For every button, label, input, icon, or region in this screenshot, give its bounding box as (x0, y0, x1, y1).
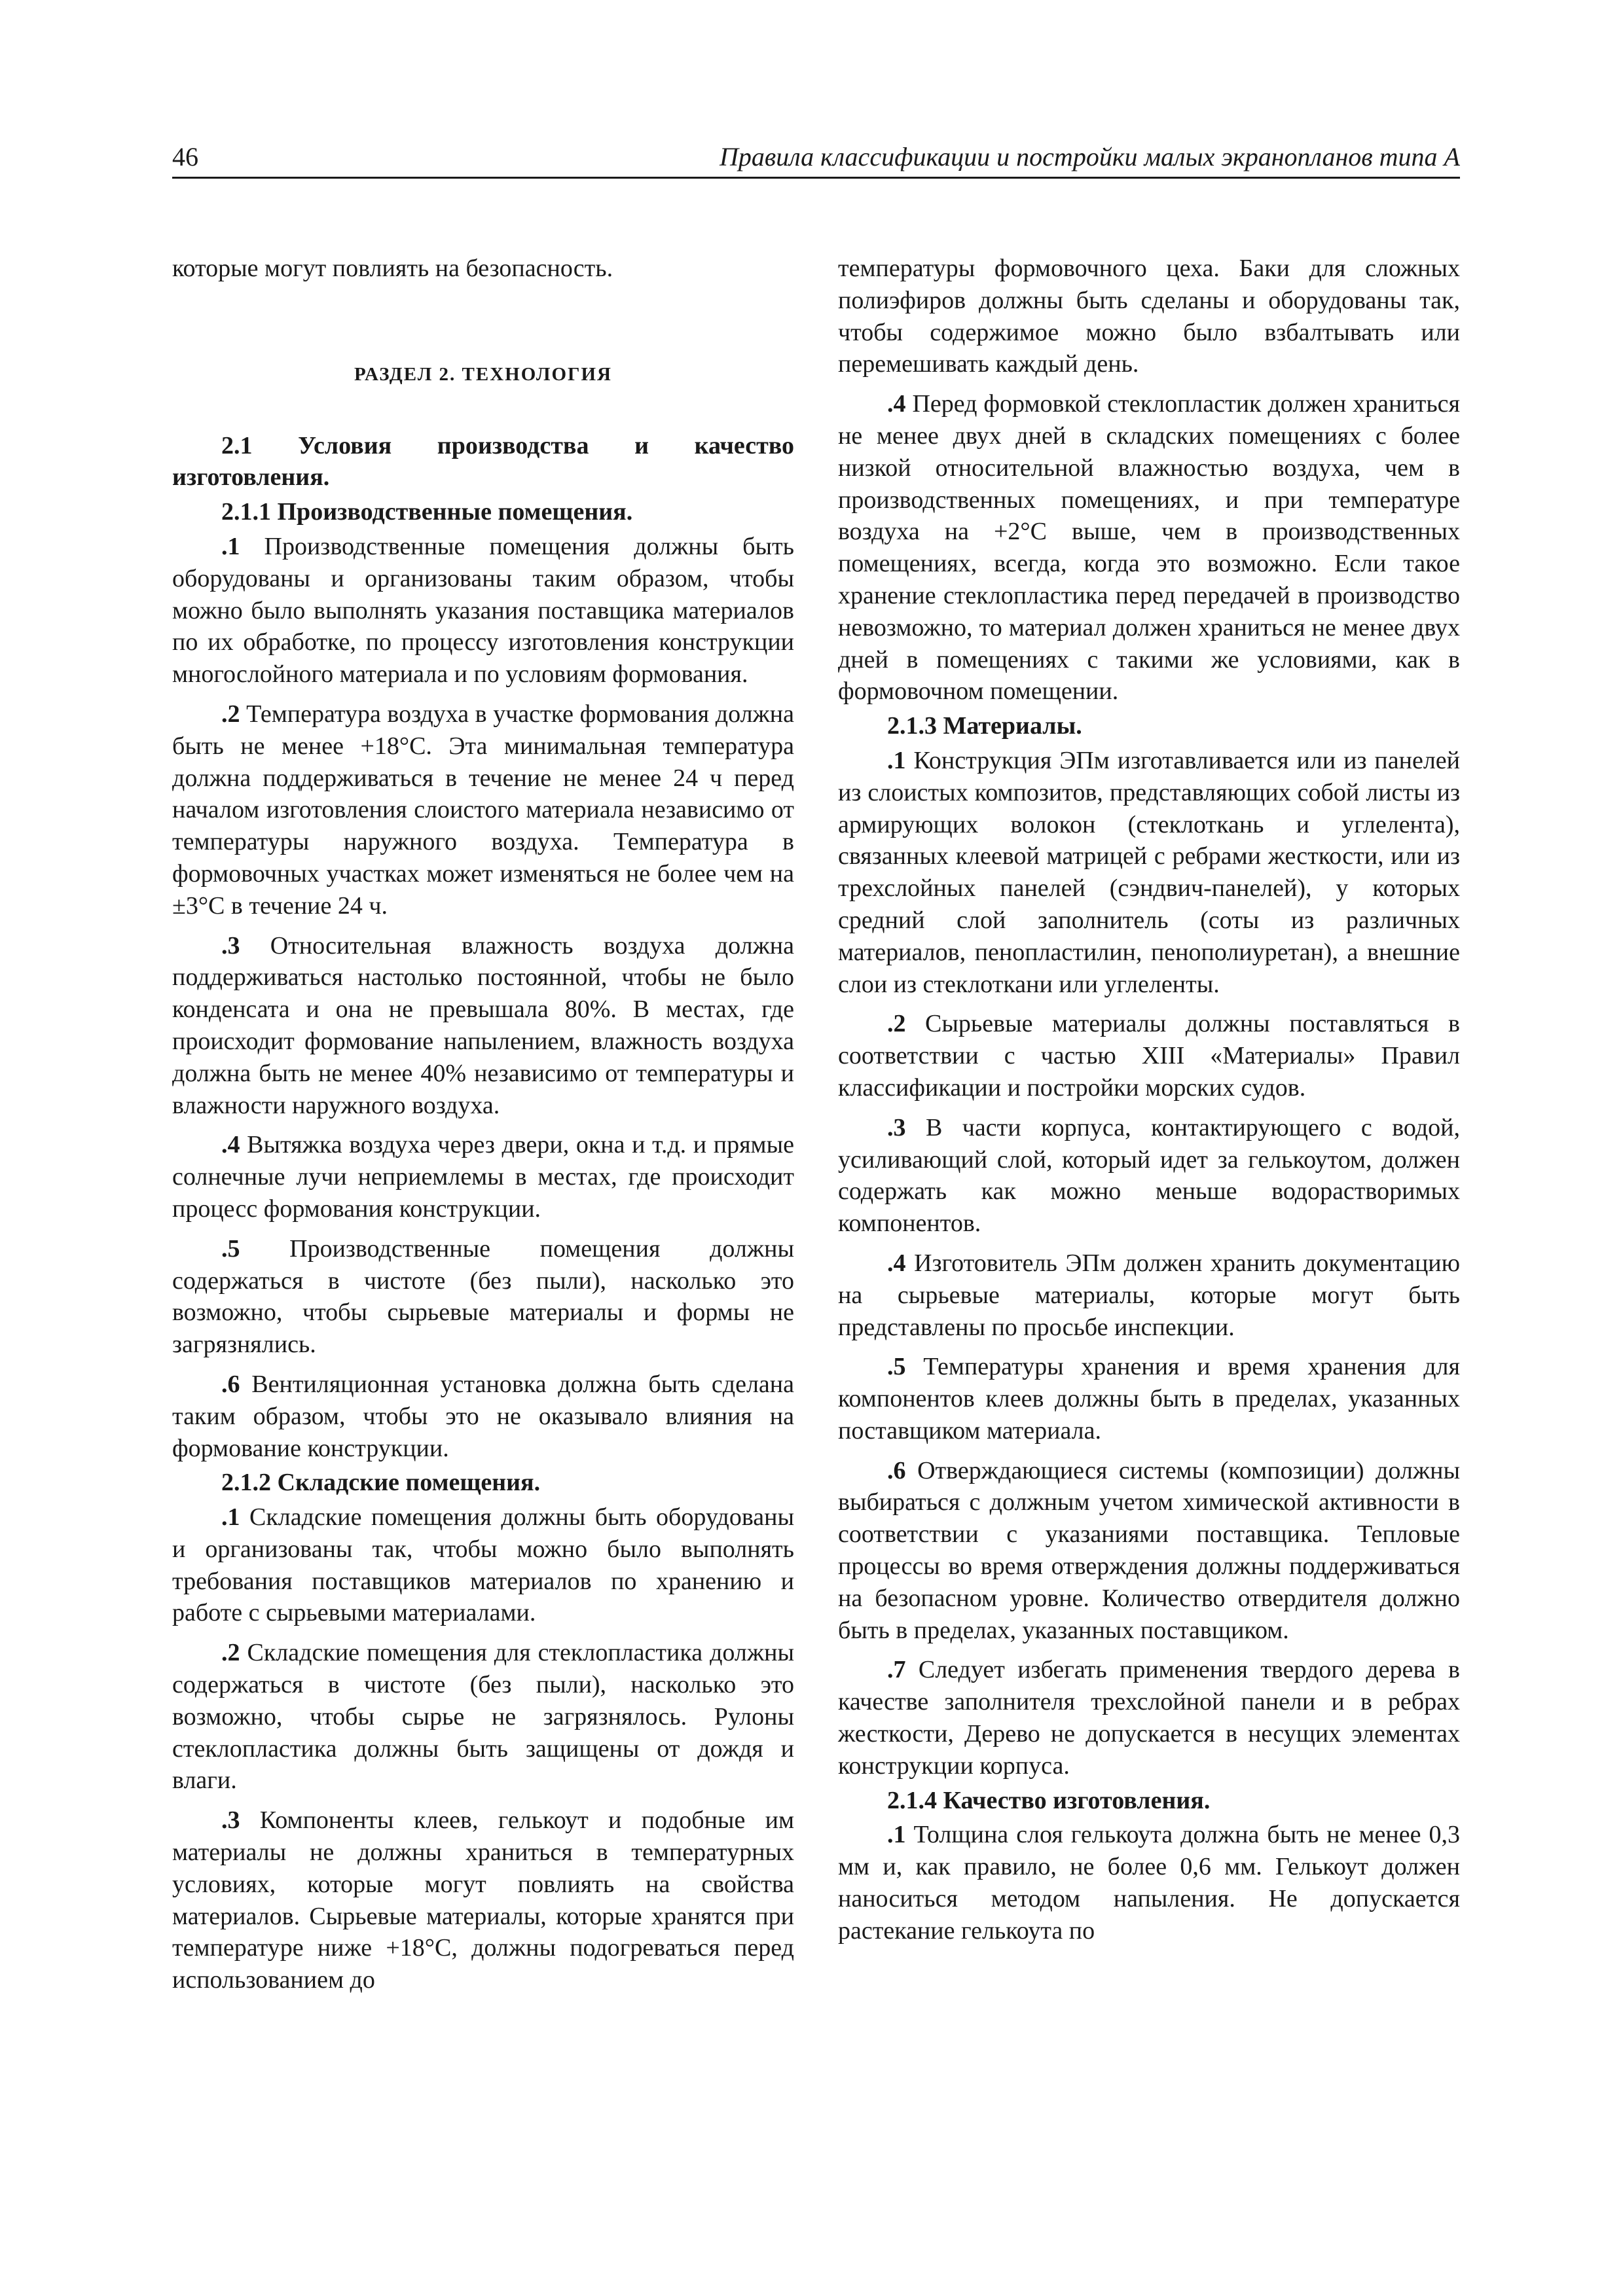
item-number: .7 (887, 1656, 906, 1684)
paragraph-2-1-3-7 (838, 1654, 1460, 1782)
paragraph-text: Изготовитель ЭПм должен хранить документацию на сырьевые материалы, которые могут быть представлены по просьбе инспекции. (838, 1249, 1460, 1341)
paragraph-text: Конструкция ЭПм изготавливается или из панелей из слоистых композитов, представляющих собой листы из армирующих волокон (стеклоткань и углелента), связанных клеевой матрицей с ребрами жесткости, или из трехслойных панелей (сэндвич-панелей), у которых средний слой заполнитель (соты из различных материалов, пенопластилин, пенополиуретан), а внешние слои из стеклоткани или углеленты. (838, 746, 1460, 998)
item-number: .5 (221, 1234, 240, 1263)
paragraph-2-1-3-1 (838, 745, 1460, 1000)
item-number: .3 (221, 931, 240, 960)
paragraph-2-1-3-2 (838, 1008, 1460, 1103)
running-title: Правила классификации и постройки малых экранопланов типа А (719, 142, 1460, 171)
paragraph-text: Толщина слоя гелькоута должна быть не менее 0,3 мм и, как правило, не более 0,6 мм. Гелькоут должен наноситься методом напыления. Не допускается растекание гелькоута по (838, 1821, 1460, 1945)
item-number: .1 (887, 1821, 906, 1849)
paragraph-text: Отверждающиеся системы (композиции) должны выбираться с должным учетом химической активности в соответствии с указаниями поставщика. Тепловые процессы во время отверждения должны поддерживаться на безопасном уровне. Количество отвердителя должно быть в пределах, указанных поставщиком. (838, 1456, 1460, 1644)
paragraph-2-1-1-5 (172, 1233, 794, 1361)
paragraph-2-1-2-1 (172, 1501, 794, 1629)
paragraph-2-1-2-2 (172, 1637, 794, 1797)
paragraph-2-1-3-4 (838, 1247, 1460, 1343)
item-number: .2 (221, 700, 240, 728)
paragraph-2-1-3-5 (838, 1351, 1460, 1446)
item-number: .6 (221, 1370, 240, 1398)
item-number: .6 (887, 1456, 906, 1484)
item-number: .1 (221, 532, 240, 560)
page-header (172, 139, 1460, 179)
paragraph-2-1-4-1 (838, 1819, 1460, 1946)
heading-2-1: 2.1 Условия производства и качество изготовления. (172, 431, 794, 492)
item-number: .4 (887, 390, 906, 418)
item-number: .1 (221, 1503, 240, 1532)
heading-2-1-2: 2.1.2 Складские помещения. (221, 1469, 541, 1497)
paragraph-text: Компоненты клеев, гелькоут и подобные им материалы не должны храниться в температурных условиях, которые могут повлиять на свойства материалов. Сырьевые материалы, которые хранятся при температуре ниже +18°С, должны подогреваться перед использованием до (172, 1806, 794, 1994)
paragraph-2-1-1-1 (172, 531, 794, 691)
item-number: .4 (887, 1249, 906, 1277)
page-number: 46 (172, 142, 198, 171)
item-number: .2 (221, 1639, 240, 1667)
item-number: .2 (887, 1010, 906, 1038)
paragraph-text: Перед формовкой стеклопластик должен храниться не менее двух дней в складских помещениях с более низкой относительной влажностью воздуха, чем в производственных помещениях, и при температуре воздуха на +2°С выше, чем в производственных помещениях, всегда, когда это возможно. Если такое хранение стеклопластика перед передачей в производство невозможно, то материал должен храниться не менее двух дней в помещениях с такими же условиями, как в формовочном помещении. (838, 390, 1460, 706)
paragraph-2-1-1-6 (172, 1369, 794, 1464)
right-column (838, 253, 1460, 1947)
paragraph-text: Температуры хранения и время хранения для компонентов клеев должны быть в пределах, указанных поставщиком материала. (838, 1353, 1460, 1444)
paragraph-text: Следует избегать применения твердого дерева в качестве заполнителя трехслойной панели и в ребрах жесткости, Дерево не допускается в несущих элементах конструкции корпуса. (838, 1656, 1460, 1780)
paragraph-text: Складские помещения должны быть оборудованы и организованы так, чтобы можно было выполнять требования поставщиков материалов по хранению и работе с сырьевыми материалами. (172, 1503, 794, 1627)
paragraph-text: Складские помещения для стеклопластика должны содержаться в чистоте (без пыли), насколько это возможно, чтобы сырье не загрязнялось. Рулоны стеклопластика должны быть защищены от дождя и влаги. (172, 1639, 794, 1795)
paragraph-text: Температура воздуха в участке формования должна быть не менее +18°С. Эта минимальная температура должна поддерживаться в течение не менее 24 ч перед началом изготовления слоистого материала независимо от температуры наружного воздуха. Температура в формовочных участках может изменяться не более чем на ±3°С в течение 24 ч. (172, 700, 794, 920)
paragraph-2-1-1-3 (172, 930, 794, 1122)
paragraph-2-1-1-4 (172, 1129, 794, 1225)
heading-2-1-3: 2.1.3 Материалы. (887, 712, 1082, 740)
paragraph-2-1-3-6 (838, 1455, 1460, 1647)
item-number: .3 (221, 1806, 240, 1835)
heading-2-1-4: 2.1.4 Качество изготовления. (887, 1786, 1211, 1814)
paragraph-text: Сырьевые материалы должны поставляться в соответствии с частью XIII «Материалы» Правил классификации и постройки морских судов. (838, 1010, 1460, 1102)
continued-paragraph: температуры формовочного цеха. Баки для сложных полиэфиров должны быть сделаны и оборудованы так, чтобы содержимое можно было взбалтывать или перемешивать каждый день. (838, 255, 1460, 378)
paragraph-2-1-1-2 (172, 698, 794, 922)
item-number: .3 (887, 1113, 906, 1141)
paragraph-text: Производственные помещения должны содержаться в чистоте (без пыли), насколько это возможно, чтобы сырьевые материалы и формы не загрязнялись. (172, 1234, 794, 1359)
paragraph-2-1-2-3 (172, 1804, 794, 1996)
paragraph-text: Вентиляционная установка должна быть сделана таким образом, чтобы это не оказывало влияния на формование конструкции. (172, 1370, 794, 1462)
paragraph-text: Относительная влажность воздуха должна поддерживаться настолько постоянной, чтобы не было конденсата и она не превышала 80%. В местах, где происходит формование напылением, влажность воздуха должна быть не менее 40% независимо от температуры и влажности наружного воздуха. (172, 931, 794, 1119)
section-title: РАЗДЕЛ 2. ТЕХНОЛОГИЯ (354, 363, 612, 385)
item-number: .5 (887, 1353, 906, 1381)
paragraph-2-1-3-3 (838, 1112, 1460, 1240)
item-number: .1 (887, 746, 906, 774)
heading-2-1-1: 2.1.1 Производственные помещения. (221, 498, 633, 526)
paragraph-2-1-2-4 (838, 388, 1460, 708)
paragraph-text: Вытяжка воздуха через двери, окна и т.д. и прямые солнечные лучи неприемлемы в местах, где происходит процесс формования конструкции. (172, 1131, 794, 1223)
item-number: .4 (221, 1131, 240, 1159)
paragraph-text: Производственные помещения должны быть оборудованы и организованы таким образом, чтобы можно было выполнять указания поставщика материалов по их обработке, по процессу изготовления конструкции многослойного материала и по условиям формования. (172, 532, 794, 689)
intro-line: которые могут повлиять на безопасность. (172, 255, 613, 282)
paragraph-text: В части корпуса, контактирующего с водой, усиливающий слой, который идет за гелькоутом, должен содержать как можно меньше водорастворимых компонентов. (838, 1113, 1460, 1238)
left-column (172, 253, 794, 1996)
